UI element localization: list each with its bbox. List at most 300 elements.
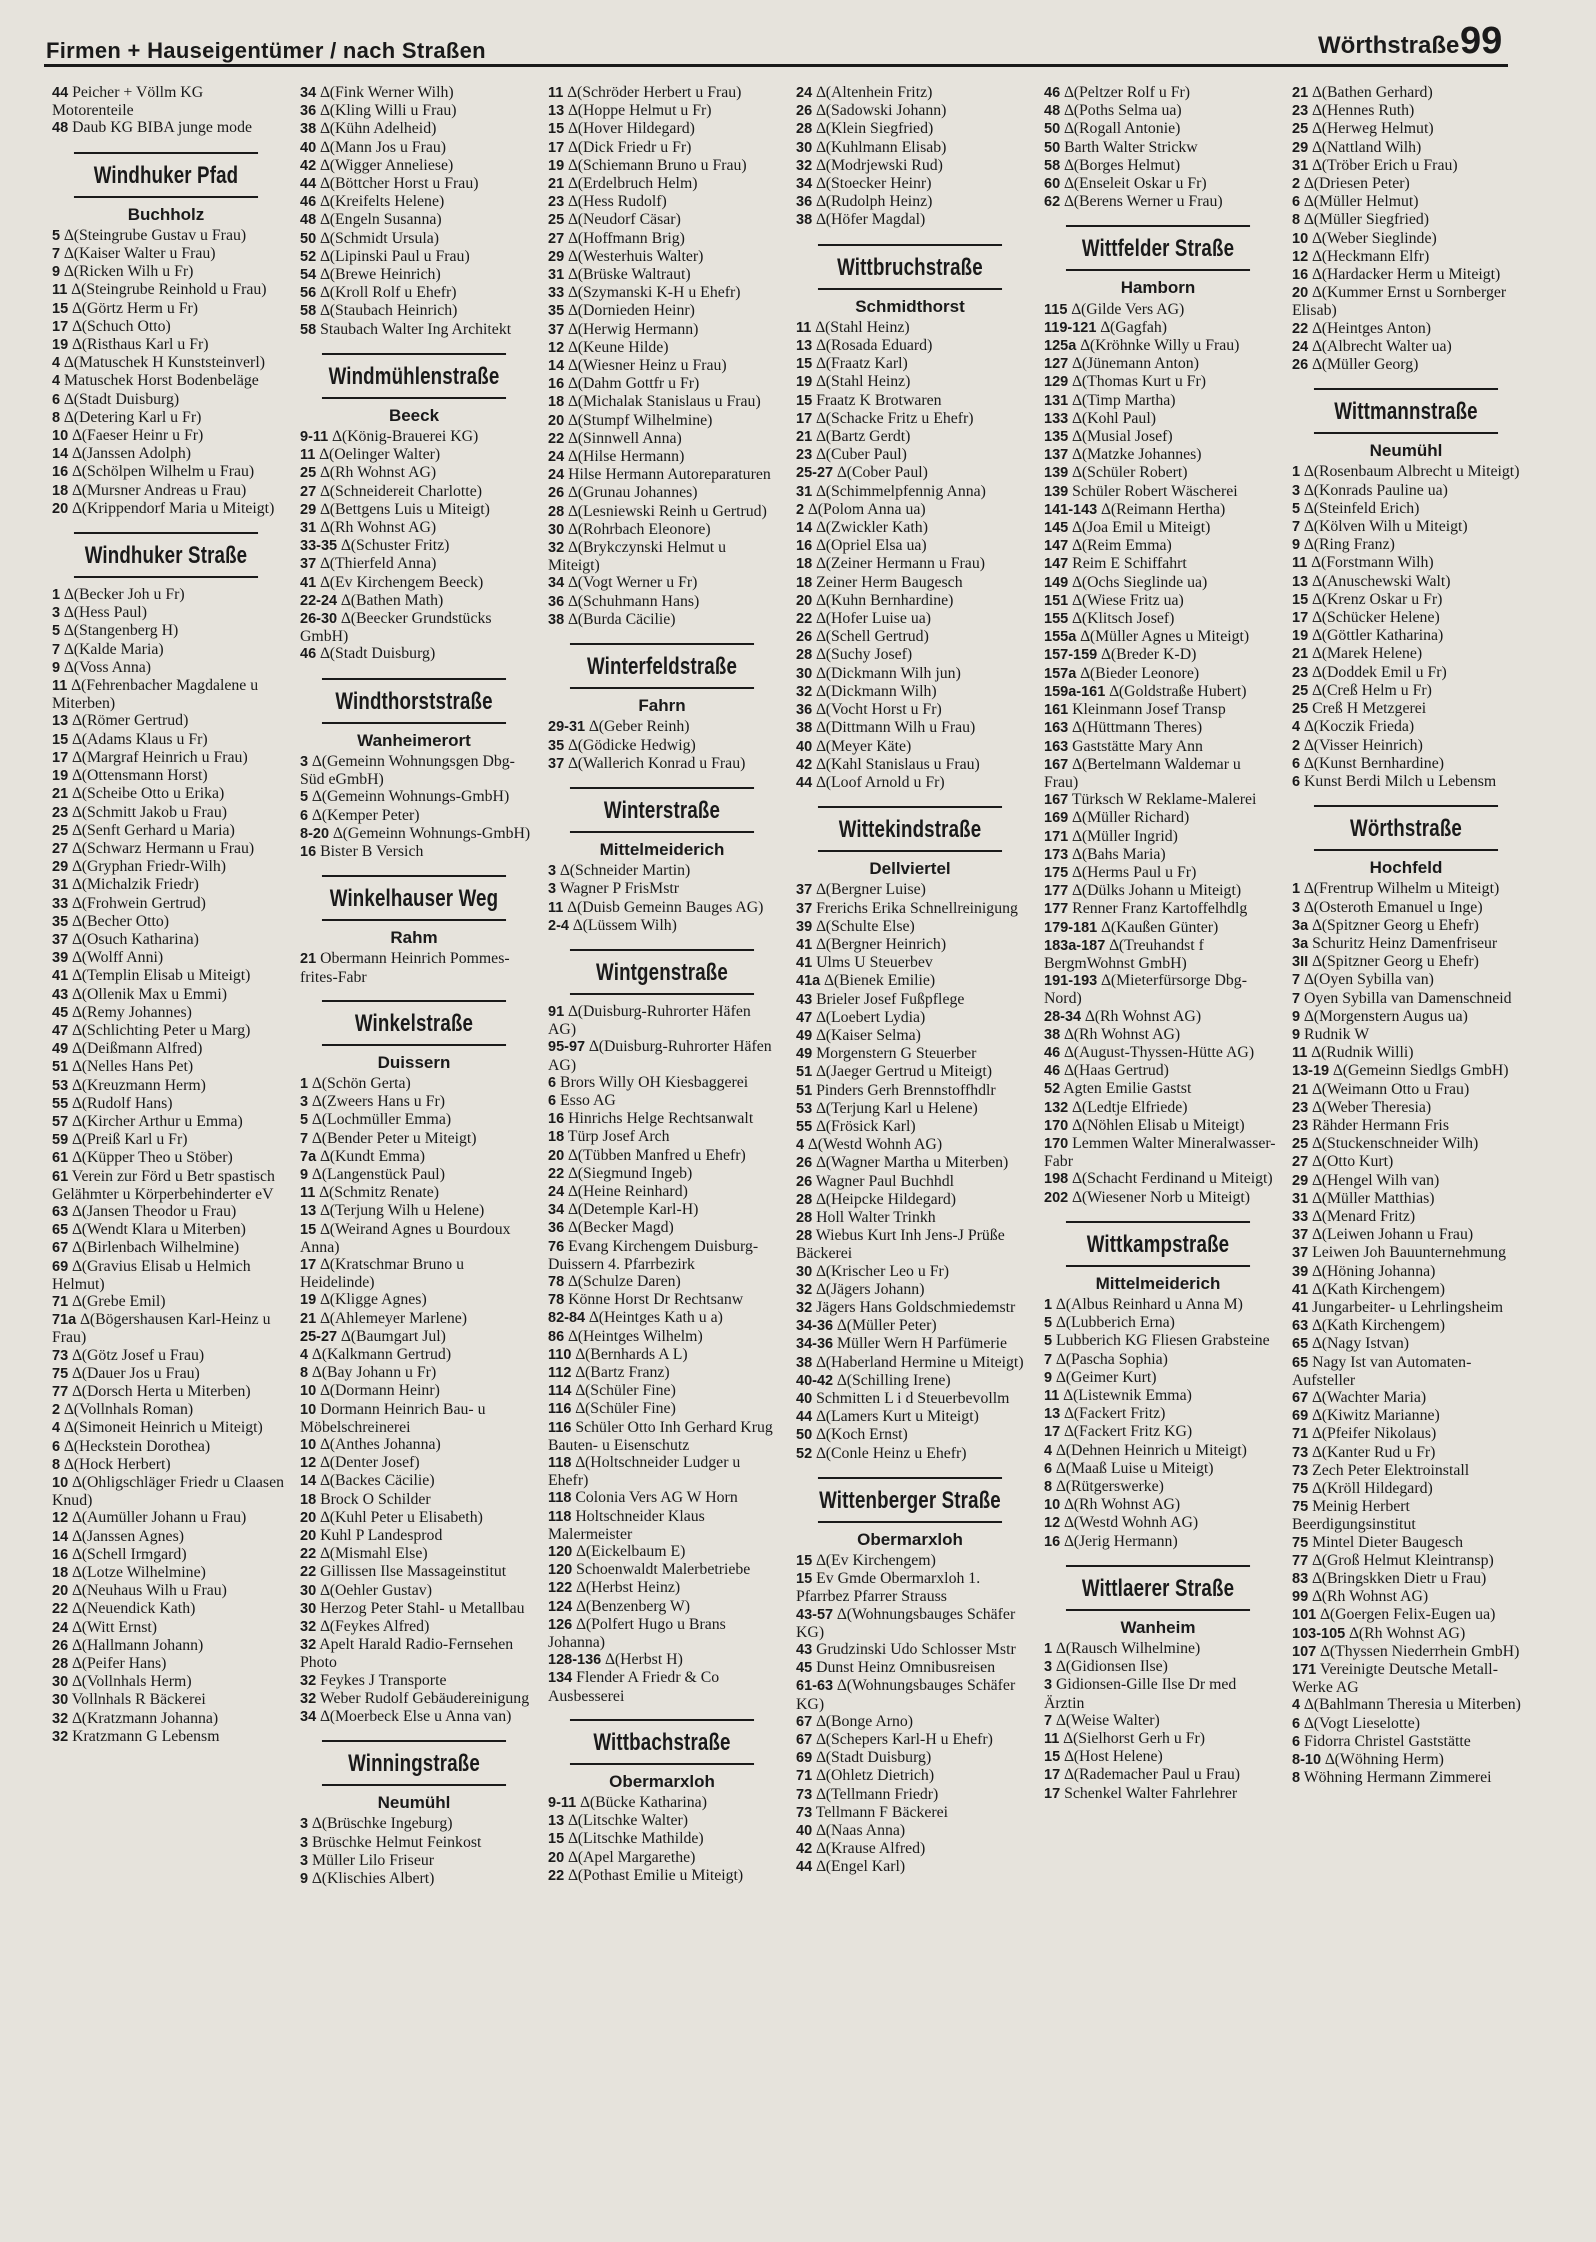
directory-entry — [1040, 1387, 1276, 1405]
directory-column-6 — [1288, 84, 1524, 2234]
directory-entry — [1288, 157, 1524, 175]
directory-entry — [296, 843, 532, 861]
directory-entry — [544, 880, 780, 898]
directory-entry — [48, 604, 284, 622]
house-number: 114 — [548, 1383, 572, 1400]
entry-text: ∆(Sinnwell Anna) — [564, 429, 682, 447]
house-number: 18 — [796, 574, 813, 591]
directory-entry — [1288, 1389, 1524, 1407]
entry-text: ∆(Detering Karl u Fr) — [60, 408, 202, 426]
entry-text: ∆(Wöhning Herm) — [1321, 1751, 1444, 1769]
house-number: 32 — [300, 1637, 317, 1654]
entry-text: Bister B Versich — [316, 842, 424, 860]
house-number: 25 — [1292, 1136, 1309, 1153]
entry-text: ∆(Wohnungsbauges Schäfer KG) — [796, 1605, 1016, 1641]
house-number: 51 — [796, 1082, 813, 1099]
directory-entry — [1288, 1498, 1524, 1533]
house-number: 60 — [1044, 176, 1061, 193]
entry-text: ∆(Klitsch Josef) — [1068, 610, 1175, 628]
entry-text: ∆(Kröll Hildegard) — [1308, 1480, 1433, 1498]
directory-entry — [296, 483, 532, 501]
district-heading: Obermarxloh — [857, 1529, 963, 1549]
house-number: 147 — [1044, 556, 1069, 573]
house-number: 41a — [796, 973, 821, 990]
house-number: 11 — [300, 1185, 316, 1202]
directory-entry — [544, 539, 780, 574]
house-number: 65 — [1292, 1354, 1309, 1371]
directory-entry — [296, 1130, 532, 1148]
house-number: 12 — [1292, 248, 1309, 265]
entry-text: Agten Emilie Gastst — [1060, 1080, 1192, 1098]
directory-entry — [48, 931, 284, 949]
directory-entry — [1288, 230, 1524, 248]
entry-text: Hinrichs Helge Rechtsanwalt — [564, 1110, 754, 1128]
directory-entry — [1288, 755, 1524, 773]
directory-entry — [792, 1281, 1028, 1299]
entry-text: ∆(Bertelmann Waldemar u Frau) — [1044, 755, 1241, 791]
house-number: 16 — [1044, 1533, 1061, 1550]
directory-entry — [792, 972, 1028, 990]
entry-text: ∆(Klein Siegfried) — [812, 120, 934, 138]
house-number: 15 — [796, 356, 813, 373]
entry-text: ∆(Kircher Arthur u Emma) — [68, 1112, 243, 1130]
entry-text: Schuritz Heinz Damenfriseur — [1308, 934, 1498, 952]
directory-entry — [296, 1310, 532, 1328]
entry-text: ∆(Beecker Grundstücks GmbH) — [300, 610, 492, 646]
directory-entry — [1288, 1606, 1524, 1624]
directory-entry — [1040, 392, 1276, 410]
directory-entry — [792, 1804, 1028, 1822]
directory-entry — [792, 936, 1028, 954]
entry-text: ∆(Burda Cäcilie) — [564, 610, 676, 628]
entry-text: ∆(Bay Johann u Fr) — [308, 1364, 437, 1382]
entry-text: ∆(Hoffmann Brig) — [564, 229, 685, 247]
entry-text: ∆(Tübben Manfred u Ehefr) — [564, 1146, 746, 1164]
house-number: 32 — [300, 1619, 317, 1636]
house-number: 202 — [1044, 1189, 1069, 1206]
house-number: 11 — [52, 678, 68, 695]
entry-text: Dormann Heinrich Bau- u Möbelschreinerei — [300, 1400, 486, 1436]
directory-entry — [792, 1227, 1028, 1262]
directory-entry — [1288, 1715, 1524, 1733]
house-number: 32 — [796, 157, 813, 174]
house-number: 169 — [1044, 810, 1069, 827]
directory-entry — [296, 1582, 532, 1600]
entry-text: Jungarbeiter- u Lehrlingsheim — [1308, 1298, 1504, 1316]
entry-text: ∆(Hofer Luise ua) — [812, 610, 932, 628]
entry-text: ∆(Pascha Sophia) — [1052, 1350, 1168, 1368]
entry-text: ∆(Kiwitz Marianne) — [1308, 1407, 1440, 1425]
directory-entry — [1040, 756, 1276, 791]
entry-text: ∆(Schimmelpfennig Anna) — [812, 482, 986, 500]
house-number: 4 — [1292, 719, 1301, 736]
house-number: 17 — [1044, 1424, 1061, 1441]
house-number: 40-42 — [796, 1372, 834, 1389]
house-number: 12 — [300, 1455, 317, 1472]
directory-entry — [1040, 1189, 1276, 1207]
directory-entry — [1288, 627, 1524, 645]
house-number: 3 — [300, 1852, 309, 1869]
house-number: 15 — [300, 1221, 317, 1238]
house-number: 22 — [548, 1165, 565, 1182]
directory-entry — [544, 862, 780, 880]
entry-text: ∆(Hess Rudolf) — [564, 193, 667, 211]
directory-entry — [792, 738, 1028, 756]
entry-text: ∆(Bergner Luise) — [812, 881, 926, 899]
house-number: 110 — [548, 1346, 572, 1363]
directory-entry — [1288, 1099, 1524, 1117]
entry-text: ∆(Dahm Gottfr u Fr) — [564, 375, 700, 393]
entry-text: ∆(Ricken Wilh u Fr) — [60, 263, 194, 281]
house-number: 112 — [548, 1364, 572, 1381]
entry-text: Kratzmann G Lebensm — [68, 1727, 220, 1745]
entry-text: ∆(Rütgerswerke) — [1052, 1478, 1164, 1496]
directory-entry — [48, 318, 284, 336]
house-number: 157-159 — [1044, 647, 1098, 664]
house-number: 38 — [796, 720, 813, 737]
directory-entry — [48, 767, 284, 785]
entry-text: ∆(Rosenbaum Albrecht u Miteigt) — [1300, 463, 1520, 481]
house-number: 15 — [548, 1831, 565, 1848]
directory-entry — [48, 1710, 284, 1728]
directory-entry — [792, 1009, 1028, 1027]
entry-text: ∆(Ev Kirchengem Beeck) — [316, 573, 484, 591]
house-number: 26 — [796, 1155, 813, 1172]
house-number: 8-10 — [1292, 1752, 1322, 1769]
entry-text: Gillissen Ilse Massageinstitut — [316, 1563, 507, 1581]
entry-text: ∆(Gödicke Hedwig) — [564, 736, 696, 754]
entry-text: ∆(Timp Martha) — [1068, 391, 1176, 409]
entry-text: Colonia Vers AG W Horn — [571, 1489, 738, 1507]
entry-text: ∆(Loebert Lydia) — [812, 1008, 926, 1026]
entry-text: ∆(Hoppe Helmut u Fr) — [564, 102, 712, 120]
house-number: 25 — [1292, 121, 1309, 138]
entry-text: ∆(Bartz Franz) — [571, 1363, 670, 1381]
directory-entry — [1288, 1244, 1524, 1262]
house-number: 30 — [52, 1674, 69, 1691]
directory-entry — [1288, 1462, 1524, 1480]
house-number: 13 — [548, 103, 565, 120]
entry-text: Grudzinski Udo Schlosser Mstr — [812, 1641, 1016, 1659]
directory-entry — [792, 1822, 1028, 1840]
house-number: 20 — [796, 592, 813, 609]
entry-text: ∆(Terjung Karl u Helene) — [812, 1099, 978, 1117]
directory-entry — [1040, 828, 1276, 846]
street-heading: Windmühlenstraße — [322, 353, 506, 399]
directory-entry — [48, 482, 284, 500]
entry-text: ∆(Rh Wohnst AG) — [316, 519, 437, 537]
house-number: 28 — [796, 1228, 813, 1245]
entry-text: ∆(Gravius Elisab u Helmich Helmut) — [52, 1257, 251, 1293]
house-number: 32 — [52, 1728, 69, 1745]
house-number: 9 — [52, 659, 61, 676]
house-number: 34 — [548, 1202, 565, 1219]
directory-entry — [1288, 1407, 1524, 1425]
entry-text: ∆(Görtz Herm u Fr) — [68, 299, 199, 317]
entry-text: Feykes J Transporte — [316, 1671, 447, 1689]
house-number: 167 — [1044, 756, 1069, 773]
house-number: 21 — [1292, 1081, 1309, 1098]
house-number: 17 — [52, 749, 69, 766]
entry-text: ∆(Müller Siegfried) — [1300, 211, 1430, 229]
house-number: 9 — [1044, 1369, 1053, 1386]
directory-entry — [296, 321, 532, 339]
entry-text: ∆(Lüssem Wilh) — [568, 916, 677, 934]
house-number: 52 — [300, 248, 317, 265]
entry-text: ∆(Weimann Otto u Frau) — [1308, 1080, 1470, 1098]
entry-text: ∆(Müller Ingrid) — [1068, 827, 1178, 845]
house-number: 29-31 — [548, 719, 586, 736]
house-number: 41 — [1292, 1299, 1309, 1316]
entry-text: ∆(Schmitz Renate) — [315, 1184, 440, 1202]
directory-entry — [1288, 773, 1524, 791]
house-number: 57 — [52, 1113, 69, 1130]
house-number: 1 — [52, 587, 61, 604]
entry-text: Morgenstern G Steuerber — [812, 1045, 977, 1063]
directory-entry — [1288, 1354, 1524, 1389]
entry-text: Lemmen Walter Mineralwasser-Fabr — [1044, 1134, 1276, 1171]
house-number: 16 — [300, 843, 317, 860]
entry-text: ∆(Bienek Emilie) — [820, 972, 936, 990]
entry-text: ∆(Senft Gerhard u Maria) — [68, 821, 235, 839]
house-number: 40 — [300, 139, 317, 156]
entry-text: ∆(Gidionsen Ilse) — [1052, 1658, 1168, 1676]
house-number: 30 — [300, 1582, 317, 1599]
directory-entry — [296, 592, 532, 610]
directory-entry — [48, 263, 284, 281]
house-number: 4 — [796, 1137, 805, 1154]
entry-text: ∆(Ochs Sieglinde ua) — [1068, 573, 1208, 591]
entry-text: ∆(Suchy Josef) — [812, 646, 913, 664]
house-number: 116 — [548, 1401, 572, 1418]
entry-text: ∆(Anthes Johanna) — [316, 1435, 441, 1453]
entry-text: ∆(Reimann Hertha) — [1097, 500, 1226, 518]
house-number: 17 — [1044, 1767, 1061, 1784]
entry-text: ∆(Hock Herbert) — [60, 1455, 171, 1473]
house-number: 120 — [548, 1562, 573, 1579]
house-number: 11 — [796, 319, 812, 336]
directory-entry — [1288, 482, 1524, 500]
directory-entry — [792, 1082, 1028, 1100]
house-number: 5 — [52, 227, 61, 244]
directory-entry — [296, 1672, 532, 1690]
entry-text: ∆(Bahlmann Theresia u Miterben) — [1300, 1696, 1521, 1714]
entry-text: Holl Walter Trinkh — [812, 1208, 936, 1226]
directory-entry — [544, 1508, 780, 1543]
directory-entry — [48, 804, 284, 822]
house-number: 10 — [52, 1475, 69, 1492]
house-number: 128-136 — [548, 1652, 602, 1669]
house-number: 65 — [1292, 1336, 1309, 1353]
directory-entry — [1288, 1226, 1524, 1244]
entry-text: ∆(Herweg Helmut) — [1308, 120, 1434, 138]
entry-text: ∆(Lubberich Erna) — [1052, 1314, 1175, 1332]
entry-text: ∆(Götz Josef u Frau) — [68, 1346, 205, 1364]
directory-entry — [296, 1545, 532, 1563]
house-number: 40 — [796, 1823, 813, 1840]
directory-entry — [1040, 1099, 1276, 1117]
directory-entry — [1288, 1117, 1524, 1135]
directory-entry — [296, 1454, 532, 1472]
directory-entry — [48, 1095, 284, 1113]
directory-entry — [544, 120, 780, 138]
directory-entry — [792, 1677, 1028, 1712]
house-number: 4 — [1044, 1442, 1053, 1459]
house-number: 41 — [52, 968, 69, 985]
house-number: 133 — [1044, 410, 1069, 427]
house-number: 32 — [548, 540, 565, 557]
entry-text: ∆(Osuch Katharina) — [68, 930, 199, 948]
house-number: 76 — [548, 1238, 565, 1255]
entry-text: ∆(Nöhlen Elisab u Miteigt) — [1068, 1116, 1245, 1134]
directory-entry — [296, 555, 532, 573]
house-number: 41 — [1292, 1281, 1309, 1298]
house-number: 16 — [548, 376, 565, 393]
house-number: 155a — [1044, 629, 1077, 646]
house-number: 16 — [52, 464, 69, 481]
house-number: 10 — [1292, 230, 1309, 247]
directory-entry — [1040, 719, 1276, 737]
directory-entry — [1040, 1117, 1276, 1135]
directory-entry — [296, 1202, 532, 1220]
entry-text: ∆(Gagfah) — [1096, 318, 1168, 336]
directory-entry — [48, 1293, 284, 1311]
entry-text: ∆(Doddek Emil u Fr) — [1308, 663, 1447, 681]
house-number: 2 — [796, 501, 805, 518]
entry-text: ∆(Matuschek H Kunststeinverl) — [60, 354, 265, 372]
district-heading: Neumühl — [1369, 441, 1443, 461]
house-number: 16 — [1292, 267, 1309, 284]
directory-entry — [296, 230, 532, 248]
directory-entry — [1040, 1496, 1276, 1514]
street-heading: Wintgenstraße — [570, 949, 754, 995]
house-number: 14 — [52, 446, 69, 463]
entry-text: ∆(Heipcke Hildegard) — [812, 1190, 957, 1208]
house-number: 35 — [548, 303, 565, 320]
house-number: 42 — [300, 157, 317, 174]
house-number: 101 — [1292, 1607, 1317, 1624]
entry-text: ∆(Ohligschläger Friedr u Claasen Knud) — [52, 1474, 284, 1510]
entry-text: Oyen Sybilla van Damenschneid — [1300, 989, 1512, 1007]
entry-text: Wagner Paul Buchhdl — [812, 1172, 955, 1190]
house-number: 32 — [796, 1281, 813, 1298]
directory-entry — [544, 1382, 780, 1400]
directory-entry — [296, 1382, 532, 1400]
directory-entry — [792, 1767, 1028, 1785]
page-number: 99 — [1460, 20, 1503, 62]
directory-entry — [296, 1834, 532, 1852]
directory-entry — [296, 825, 532, 843]
directory-entry — [1288, 700, 1524, 718]
directory-entry — [1288, 953, 1524, 971]
entry-text: ∆(Zwickler Kath) — [812, 519, 928, 537]
directory-entry — [48, 1655, 284, 1673]
directory-entry — [1040, 1640, 1276, 1658]
entry-text: ∆(Maaß Luise u Miteigt) — [1052, 1459, 1214, 1477]
directory-entry — [1288, 1208, 1524, 1226]
street-heading: Winterfeldstraße — [570, 643, 754, 689]
house-number: 141-143 — [1044, 501, 1098, 518]
house-number: 8 — [1292, 212, 1301, 229]
directory-entry — [48, 1438, 284, 1456]
entry-text: ∆(Hennes Ruth) — [1308, 102, 1415, 120]
house-number: 28 — [796, 647, 813, 664]
entry-text: ∆(Fink Werner Wilh) — [316, 84, 454, 101]
house-number: 31 — [1292, 157, 1309, 174]
directory-entry — [792, 211, 1028, 229]
entry-text: ∆(Dornieden Heinr) — [564, 302, 695, 320]
directory-entry — [1040, 900, 1276, 918]
district-heading: Mittelmeiderich — [1095, 1273, 1221, 1293]
entry-text: ∆(Gemeinn Wohnungs-GmbH) — [308, 788, 510, 806]
house-number: 179-181 — [1044, 919, 1098, 936]
entry-text: ∆(Kunst Bernhardine) — [1300, 754, 1444, 772]
entry-text: ∆(Ring Franz) — [1300, 536, 1395, 554]
directory-entry — [792, 719, 1028, 737]
entry-text: ∆(Kühn Adelheid) — [316, 120, 437, 138]
directory-entry — [1288, 1044, 1524, 1062]
house-number: 13-19 — [1292, 1063, 1330, 1080]
house-number: 67 — [52, 1240, 69, 1257]
entry-text: ∆(Ahlemeyer Marlene) — [316, 1309, 468, 1327]
directory-entry — [48, 1401, 284, 1419]
house-number: 6 — [1044, 1460, 1053, 1477]
entry-text: ∆(Vollnhals Roman) — [60, 1401, 194, 1419]
directory-entry — [296, 1852, 532, 1870]
directory-entry — [296, 157, 532, 175]
house-number: 71 — [796, 1768, 813, 1785]
entry-text: ∆(Michalak Stanislaus u Frau) — [564, 393, 761, 411]
directory-entry — [48, 1058, 284, 1076]
house-number: 51 — [52, 1059, 69, 1076]
directory-entry — [1288, 880, 1524, 898]
house-number: 7 — [1292, 990, 1301, 1007]
directory-entry — [1040, 846, 1276, 864]
house-number: 12 — [1044, 1515, 1061, 1532]
directory-entry — [544, 521, 780, 539]
entry-text: ∆(Heckmann Elfr) — [1308, 247, 1430, 265]
directory-entry — [1288, 266, 1524, 284]
directory-entry — [1288, 1751, 1524, 1769]
directory-entry — [792, 501, 1028, 519]
directory-entry — [544, 1219, 780, 1237]
street-heading: Wittbruchstraße — [818, 244, 1002, 290]
entry-text: ∆(Rh Wohnst AG) — [1345, 1624, 1466, 1642]
directory-entry — [792, 665, 1028, 683]
entry-text: ∆(Kummer Ernst u Sornberger Elisab) — [1292, 284, 1507, 320]
entry-text: Flender A Friedr & Co Ausbesserei — [548, 1669, 720, 1705]
entry-text: Pinders Gerh Brennstoffhdlr — [812, 1081, 996, 1099]
directory-entry — [1288, 1588, 1524, 1606]
entry-text: ∆(Bender Peter u Miteigt) — [308, 1129, 477, 1147]
house-number: 126 — [548, 1616, 573, 1633]
house-number: 59 — [52, 1132, 69, 1149]
directory-entry — [1288, 1263, 1524, 1281]
entry-text: ∆(Ollenik Max u Emmi) — [68, 985, 227, 1003]
house-number: 78 — [548, 1273, 565, 1290]
house-number: 17 — [300, 1256, 317, 1273]
house-number: 21 — [300, 1310, 317, 1327]
street-heading: Wittbachstraße — [570, 1719, 754, 1765]
directory-entry — [792, 683, 1028, 701]
entry-text: ∆(Adams Klaus u Fr) — [68, 730, 208, 748]
house-number: 18 — [548, 394, 565, 411]
house-number: 145 — [1044, 520, 1069, 537]
entry-text: ∆(Rh Wohnst AG) — [1060, 1496, 1181, 1514]
directory-entry — [48, 1546, 284, 1564]
directory-entry — [296, 211, 532, 229]
directory-entry — [296, 950, 532, 985]
